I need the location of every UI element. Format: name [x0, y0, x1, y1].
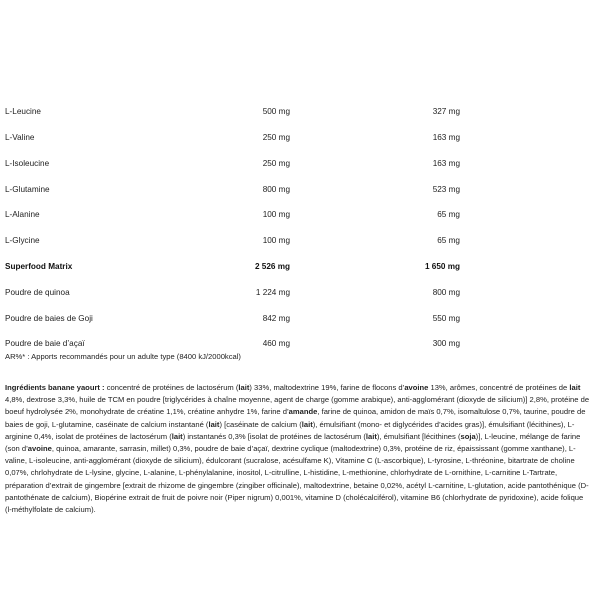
- row-value-per-100g: 163 mg: [432, 159, 460, 168]
- ingredient-text: )], L-leucine, mélange de farine (son d’: [5, 431, 581, 454]
- row-value-per-serving: 250 mg: [262, 133, 290, 142]
- row-value-per-serving: 100 mg: [262, 236, 290, 245]
- row-value-per-100g: 550 mg: [432, 314, 460, 323]
- row-value-per-serving: 1 224 mg: [255, 288, 290, 297]
- row-name: Superfood Matrix: [5, 262, 73, 271]
- table-row: [0, 312, 600, 326]
- row-value-per-serving: 500 mg: [262, 107, 290, 116]
- ingredient-emphasis: lait: [569, 383, 581, 392]
- ingredients-paragraph: [5, 382, 590, 516]
- ingredient-text: , quinoa, amarante, sarrasin, millet) 0,3%, poudre de baie d’açaï, dextrine cyclique (maltodextrine) 0,3%, protéine de riz, épaississant (gomme xanthane), L-valine, L-isoleucine, anti-agglomérant (dioxyde de silicium), édulcorant (sucralose, acésulfame K), Vitamine C (L-ascorbique), L-tyrosine, L-thréonine, bitartrate de choline 0,07%, chrlohydrate de L-lysine, glycine, L-alanine, L-phénylalanine, inositol, L-citrulline, L-histidine, L-methionine, chlorhydrate de L-ornithine, L-carnitine L-Tartrate, préparation d’extrait de gingembre [extrait de rhizome de gingembre (zingiber officinale), maltodextrine, betaine 0,02%, acétyl L-carnitine, L-glutation, acide pantothénique (D-pantothénate de calcium), Biopérine extrait de fruit de poivre noir (Piper nigrum) 0,001%, vitamine D (cholécalciférol), vitamine B6 (chlorhydrate de pyridoxine), acide folique (l-méthylfolate de calcium).: [5, 444, 589, 515]
- ingredient-emphasis: lait: [365, 431, 377, 441]
- row-name: L-Glutamine: [5, 185, 50, 194]
- ingredient-text: ) instantanés 0,3% [isolat de protéines de lactosérum (: [182, 431, 366, 441]
- row-name: L-Valine: [5, 133, 35, 142]
- row-value-per-100g: 65 mg: [437, 236, 460, 245]
- row-value-per-100g: 327 mg: [432, 107, 460, 116]
- ingredient-emphasis: avoine: [404, 383, 429, 392]
- row-name: L-Leucine: [5, 107, 41, 116]
- row-value-per-serving: 2 526 mg: [254, 262, 290, 271]
- row-value-per-100g: 65 mg: [437, 210, 460, 219]
- row-value-per-100g: 1 650 mg: [424, 262, 460, 271]
- row-value-per-serving: 460 mg: [262, 339, 290, 348]
- row-value-per-serving: 100 mg: [262, 210, 290, 219]
- ingredient-text: concentré de protéines de lactosérum (: [104, 383, 239, 392]
- ingredient-emphasis: lait: [238, 383, 250, 392]
- ingredient-text: 4,8%, dextrose 3,3%, huile de TCM en poudre [triglycérides à chaîne moyenne, agent de charge (gomme arabique), anti-agglomérant (dioxyde de silicium)] 2,8%, protéine de boeuf hydrolysée 2%, monohydrate de créatine 1,1%, créatine anhydre 1%, farine d’: [5, 395, 590, 417]
- row-name: Poudre de quinoa: [5, 288, 70, 297]
- table-row: [0, 286, 600, 300]
- ingredient-text: ) [caséinate de calcium (: [219, 419, 302, 429]
- row-value-per-100g: 523 mg: [432, 185, 460, 194]
- ingredient-emphasis: Ingrédients banane yaourt :: [5, 383, 105, 392]
- table-row: [0, 183, 600, 197]
- ingredient-text: ), émulsifiant (mono- et diglycérides d’acides gras)], émulsifiant (lécithines), L-arginine 0,4%, isolat de protéines de lactosérum (: [5, 419, 575, 441]
- row-value-per-100g: 163 mg: [432, 133, 460, 142]
- table-row: [0, 157, 600, 171]
- table-row-section-header: [0, 260, 600, 274]
- row-name: L-Alanine: [5, 210, 40, 219]
- ingredient-text: , farine de quinoa, amidon de maïs 0,7%, isomaltulose 0,7%, taurine, poudre de baies de goji, L-glutamine, caséinate de calcium instantané (: [5, 407, 586, 429]
- ingredient-text: 13%, arômes, concentré de protéines de: [428, 383, 570, 392]
- table-row: [0, 105, 600, 119]
- ingredient-emphasis: amande: [288, 407, 318, 417]
- table-row: [0, 234, 600, 248]
- row-value-per-serving: 250 mg: [262, 159, 290, 168]
- ingredient-emphasis: lait: [301, 419, 313, 429]
- row-value-per-serving: 842 mg: [262, 314, 290, 323]
- row-name: Poudre de baie d’açaï: [5, 339, 85, 348]
- table-row: [0, 337, 600, 351]
- ingredient-emphasis: lait: [171, 431, 183, 441]
- reference-intake-note: AR%* : Apports recommandés pour un adulte type (8400 kJ/2000kcal): [5, 352, 241, 361]
- row-value-per-serving: 800 mg: [262, 185, 290, 194]
- ingredient-text: ), émulsifiant [lécithines (: [376, 431, 461, 441]
- table-row: [0, 131, 600, 145]
- ingredient-text: ) 33%, maltodextrine 19%, farine de flocons d’: [249, 383, 405, 392]
- row-name: L-Isoleucine: [5, 159, 50, 168]
- ingredient-emphasis: soja: [460, 431, 476, 441]
- ingredient-emphasis: lait: [208, 419, 220, 429]
- row-value-per-100g: 800 mg: [432, 288, 460, 297]
- row-name: L-Glycine: [5, 236, 40, 245]
- row-name: Poudre de baies de Goji: [5, 314, 93, 323]
- ingredient-emphasis: avoine: [27, 444, 52, 454]
- row-value-per-100g: 300 mg: [432, 339, 460, 348]
- table-row: [0, 208, 600, 222]
